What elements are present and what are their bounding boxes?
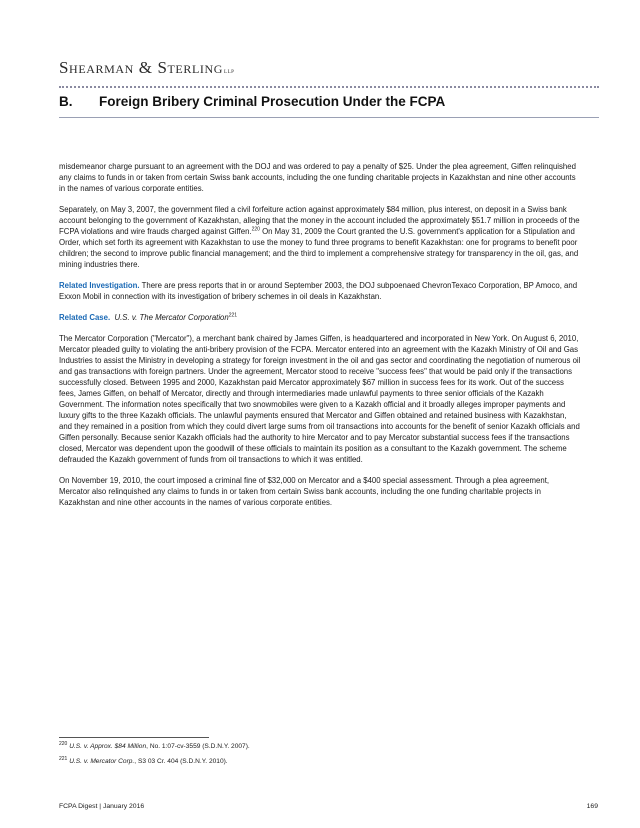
footer-publication: FCPA Digest | January 2016	[59, 803, 145, 810]
related-case-label: Related Case.	[59, 313, 111, 322]
footnote-number: 221	[59, 755, 68, 762]
footnote-ref-220[interactable]: 220	[251, 226, 260, 233]
section-title: Foreign Bribery Criminal Prosecution Under the FCPA	[99, 94, 446, 109]
paragraph-civil-forfeiture-rest: On May 31, 2009 the Court granted the U.S. government's application for a Stipulation and Order, which set forth its agreement with Kazakhstan to use the money to fund three programs to benefit Kazakhstan: one for programs to benefit poor children; the second to improve public financial management; and the third to implement a comprehensive strategy for transparency in the oil, gas, and mining industries there.	[59, 227, 579, 269]
logo-text: Shearman & Sterling	[59, 58, 224, 77]
footnote-case: U.S. v. Approx. $84 Million	[69, 743, 147, 750]
related-investigation-text: There are press reports that in or around September 2003, the DOJ subpoenaed ChevronTexaco Corporation, BP Amoco, and Exxon Mobil in connection with its investigation of bribery schemes in oil deals in Kazakhstan.	[59, 281, 578, 301]
footnote-case: U.S. v. Mercator Corp.	[69, 758, 135, 765]
paragraph-civil-forfeiture-text: Separately, on May 3, 2007, the government filed a civil forfeiture action against approximately $84 million, plus interest, on deposit in a Swiss bank account belonging to the government of Kazakhstan, alleging that the money in the account included the approximately $51.7 million in proceeds of the FCPA violations and wire frauds charged against Giffen.	[59, 205, 580, 236]
paragraph-mercator: The Mercator Corporation ("Mercator"), a merchant bank chaired by James Giffen, is headquartered and incorporated in New York. On August 6, 2010, Mercator pleaded guilty to violating the anti-bribery provision of the FCPA. Mercator entered into an agreement with the Kazakh Ministry of Oil and Gas Industries to assist the Ministry in developing a strategy for foreign investment in the oil and gas sector and coordinating the negotiation of numerous oil and gas transactions with foreign partners. Under the agreement, Mercator stood to receive "success fees" that would be paid only if the transactions successfully closed. Between 1995 and 2000, Kazakhstan paid Mercator approximately $67 million in success fees for its work. Out of the success fees, James Giffen, on behalf of Mercator, directly and through intermediaries made unlawful payments to three senior officials of the Kazakh Government. The information notes specifically that two snowmobiles were given to a Kazakh official and it broadly alleges improper payments and luxury gifts to the three Kazakh officials. The unlawful payments ensured that Mercator and Giffen obtained and retained business with Kazakhstan, and they remained in a position from which they could divert large sums from oil transactions into accounts for the benefit of senior Kazakh officials and Giffen personally. Because senior Kazakh officials had the authority to hire Mercator and to pay Mercator substantial success fees if the transactions closed, Mercator was dependent upon the goodwill of these officials to maintain its position as a consultant to the Kazakh government. The scheme defrauded the Kazakh government of funds from oil transactions to which it was entitled.	[59, 334, 581, 464]
related-investigation-label: Related Investigation.	[59, 281, 140, 290]
footnote-rule	[59, 737, 209, 738]
footnote-cite: , No. 1:07-cv-3559 (S.D.N.Y. 2007).	[146, 743, 250, 750]
paragraph-related-investigation	[59, 280, 581, 302]
section-rule	[59, 117, 599, 118]
footnote-220	[59, 742, 589, 751]
body-text	[59, 161, 581, 518]
footnote-221	[59, 757, 589, 766]
page-number: 169	[586, 803, 598, 810]
section-letter: B.	[59, 94, 73, 109]
firm-logo	[59, 58, 234, 78]
paragraph-plea-agreement: misdemeanor charge pursuant to an agreement with the DOJ and was ordered to pay a penalty of $25. Under the plea agreement, Giffen relinquished any claims to funds in or taken from certain Swiss bank accounts, including the one funding charitable projects in Kazakhstan and nine other accounts in the names of various corporate entities.	[59, 162, 576, 193]
footnote-cite: , S3 03 Cr. 404 (S.D.N.Y. 2010).	[134, 758, 228, 765]
header-dotted-rule	[59, 86, 599, 88]
section-heading	[59, 94, 599, 109]
footnote-ref-221[interactable]: 221	[228, 312, 238, 319]
logo-suffix: llp	[224, 67, 235, 75]
paragraph-civil-forfeiture	[59, 204, 581, 270]
footnote-number: 220	[59, 740, 68, 747]
paragraph-criminal-fine: On November 19, 2010, the court imposed a criminal fine of $32,000 on Mercator and a $400 special assessment. Through a plea agreement, Mercator also relinquished any claims to funds in or taken from certain Swiss bank accounts, including the one funding charitable projects in Kazakhstan and nine other accounts in the names of various corporate entities.	[59, 476, 550, 507]
paragraph-related-case	[59, 312, 581, 323]
related-case-title: U.S. v. The Mercator Corporation	[114, 313, 229, 322]
